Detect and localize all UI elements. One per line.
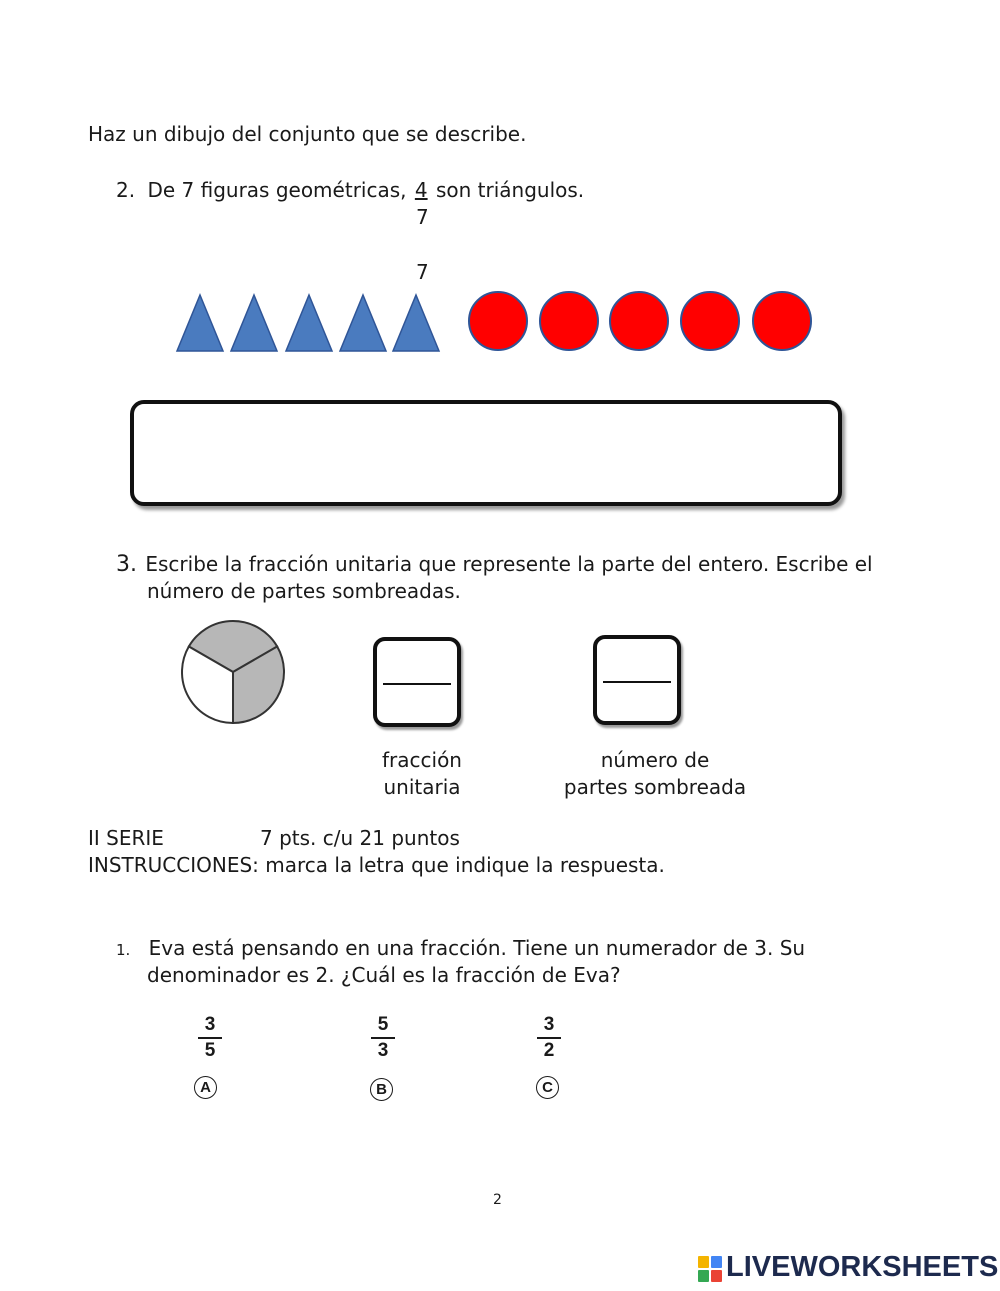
option-b-numerator: 5 bbox=[377, 1014, 389, 1035]
q3-line1 bbox=[116, 551, 873, 578]
option-a-button[interactable]: A bbox=[194, 1076, 217, 1099]
label-unit-fraction bbox=[362, 747, 482, 801]
option-b-fraction bbox=[368, 1015, 398, 1061]
option-c-fraction bbox=[534, 1015, 564, 1061]
circle-shape bbox=[469, 292, 527, 350]
q2-numerator: 4 bbox=[414, 178, 428, 202]
series-title: II SERIE bbox=[88, 826, 164, 850]
label-shaded-line2: partes sombreada bbox=[563, 775, 747, 799]
option-c-numerator: 3 bbox=[543, 1014, 555, 1035]
q2-text-before: De 7 figuras geométricas, bbox=[147, 178, 407, 202]
label-shaded-line1: número de bbox=[600, 748, 710, 772]
option-c-denominator: 2 bbox=[543, 1040, 555, 1061]
triangle-shape bbox=[286, 295, 332, 351]
instruction-text: Haz un dibujo del conjunto que se describe. bbox=[88, 122, 527, 146]
q3-text-line1: Escribe la fracción unitaria que represente la parte del entero. Escribe el bbox=[145, 552, 873, 576]
triangle-shape bbox=[340, 295, 386, 351]
liveworksheets-logo-icon bbox=[698, 1256, 722, 1282]
triangle-shape bbox=[177, 295, 223, 351]
label-unit-line1: fracción bbox=[382, 748, 462, 772]
q3-text-line2: número de partes sombreadas. bbox=[147, 579, 461, 603]
option-a-fraction bbox=[195, 1015, 225, 1061]
triangle-shape bbox=[393, 295, 439, 351]
series-points: 7 pts. c/u 21 puntos bbox=[260, 826, 460, 850]
q2-number: 2. bbox=[116, 178, 136, 202]
option-a-numerator: 3 bbox=[204, 1014, 216, 1035]
q1-line1 bbox=[116, 935, 805, 964]
fraction-circle bbox=[178, 617, 288, 727]
option-a-denominator: 5 bbox=[204, 1040, 216, 1061]
q2-text-after: son triángulos. bbox=[435, 178, 585, 202]
triangles-group bbox=[177, 295, 439, 351]
circle-shape bbox=[753, 292, 811, 350]
triangle-shape bbox=[231, 295, 277, 351]
shapes-set bbox=[170, 285, 830, 360]
circle-shape bbox=[540, 292, 598, 350]
q1-text-line1: Eva está pensando en una fracción. Tiene un numerador de 3. Su bbox=[148, 936, 806, 960]
option-c-button[interactable]: C bbox=[536, 1076, 559, 1099]
circles-group bbox=[469, 292, 811, 350]
q3-number: 3. bbox=[116, 552, 137, 577]
shaded-parts-box[interactable] bbox=[593, 635, 681, 725]
q2-line bbox=[116, 177, 584, 204]
label-unit-line2: unitaria bbox=[383, 775, 461, 799]
circle-shape bbox=[681, 292, 739, 350]
circle-shape bbox=[610, 292, 668, 350]
series-instructions: INSTRUCCIONES: marca la letra que indique la respuesta. bbox=[88, 853, 665, 877]
unit-fraction-box[interactable] bbox=[373, 637, 461, 727]
option-b-button[interactable]: B bbox=[370, 1078, 393, 1101]
label-shaded-parts bbox=[550, 747, 760, 801]
brand-name: LIVEWORKSHEETS bbox=[726, 1251, 999, 1283]
option-b-denominator: 3 bbox=[377, 1040, 389, 1061]
q2-stray-digit: 7 bbox=[416, 260, 429, 284]
q1-number: 1. bbox=[116, 941, 131, 959]
q2-denominator: 7 bbox=[416, 205, 429, 229]
page-number: 2 bbox=[493, 1192, 502, 1208]
q1-text-line2: denominador es 2. ¿Cuál es la fracción de Eva? bbox=[147, 963, 621, 987]
q2-drawing-box[interactable] bbox=[130, 400, 842, 506]
